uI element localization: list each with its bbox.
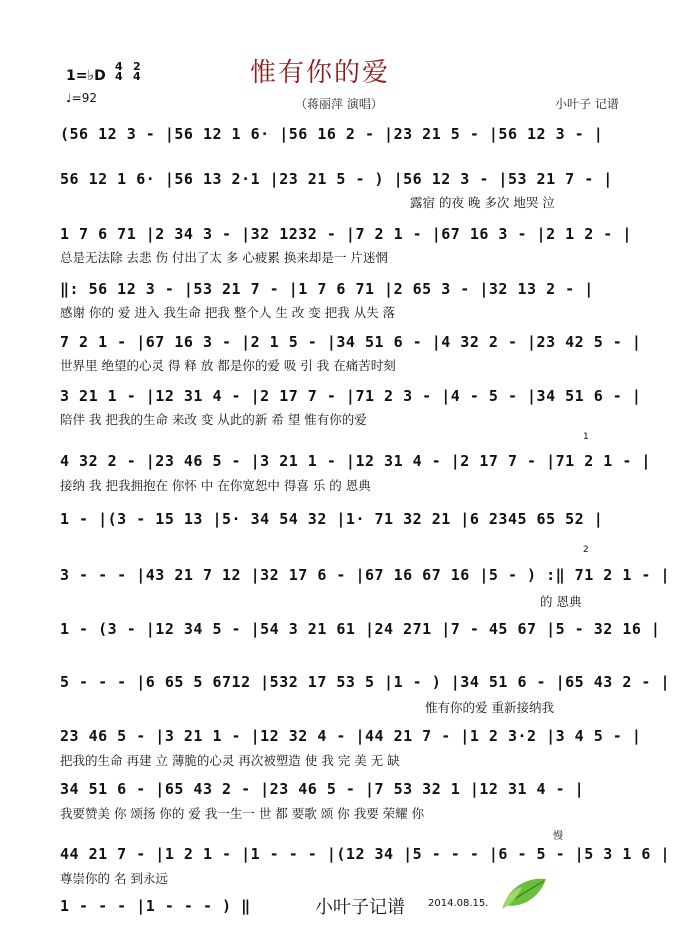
footer-signature: 小叶子记谱 [315, 897, 405, 918]
score-row-8: 1 - |(3 - 15 13 |5· 34 54 32 |1· 71 32 21 |6 2345 65 52 | [60, 510, 604, 528]
song-title: 惟有你的爱 [250, 58, 391, 88]
footer-date: 2014.08.15. [428, 898, 489, 909]
score-row-15: 1 - - - |1 - - - ) ‖ [60, 897, 251, 915]
lyric-row-5: 世界里 绝望的心灵 得 释 放 都是你的爱 吸 引 我 在痛苦时刻 [60, 358, 396, 373]
score-row-2: 56 12 1 6· |56 13 2·1 |23 21 5 - ) |56 12 3 - |53 21 7 - | [60, 170, 613, 188]
transcriber-credit: 小叶子 记谱 [555, 97, 619, 111]
score-row-12: 23 46 5 - |3 21 1 - |12 32 4 - |44 21 7 - |1 2 3·2 |3 4 5 - | [60, 727, 642, 745]
lyric-row-11: 惟有你的爱 重新接纳我 [425, 700, 554, 715]
score-row-6: 3 21 1 - |12 31 4 - |2 17 7 - |71 2 3 - |4 - 5 - |34 51 6 - | [60, 387, 642, 405]
lyric-row-2: 露宿 的夜 晚 多次 地哭 泣 [410, 195, 555, 210]
volta-second-ending: 2 [583, 545, 589, 555]
meter-a-den: 4 [115, 70, 123, 83]
time-signature-b [133, 62, 141, 82]
lyric-row-6: 陪伴 我 把我的生命 来改 变 从此的新 希 望 惟有你的爱 [60, 412, 367, 427]
lyric-row-14: 尊崇你的 名 到永远 [60, 871, 168, 886]
time-signature-a [115, 62, 123, 82]
lyric-row-4: 感谢 你的 爱 进入 我生命 把我 整个人 生 改 变 把我 从失 落 [60, 305, 396, 320]
score-row-5: 7 2 1 - |67 16 3 - |2 1 5 - |34 51 6 - |4 32 2 - |23 42 5 - | [60, 333, 642, 351]
leaf-icon [500, 875, 548, 911]
score-row-14: 44 21 7 - |1 2 1 - |1 - - - |(12 34 |5 - - - |6 - 5 - |5 3 1 6 | [60, 845, 670, 863]
score-row-3: 1 7 6 71 |2 34 3 - |32 1232 - |7 2 1 - |67 16 3 - |2 1 2 - | [60, 225, 632, 243]
score-row-10: 1 - (3 - |12 34 5 - |54 3 21 61 |24 271 |7 - 45 67 |5 - 32 16 | [60, 620, 661, 638]
tempo-marking: ♩=92 [66, 91, 97, 105]
tempo-slow-marking: 慢 [553, 831, 563, 842]
lyric-row-3: 总是无法除 去悲 伤 付出了太 多 心疲累 换来却是一 片迷惘 [60, 250, 388, 265]
key-signature: 1=♭D [66, 68, 106, 84]
score-row-4: ‖: 56 12 3 - |53 21 7 - |1 7 6 71 |2 65 3 - |32 13 2 - | [60, 280, 594, 298]
score-row-1: (56 12 3 - |56 12 1 6· |56 16 2 - |23 21 5 - |56 12 3 - | [60, 125, 604, 143]
score-row-13: 34 51 6 - |65 43 2 - |23 46 5 - |7 53 32 1 |12 31 4 - | [60, 780, 585, 798]
meter-a-num: 4 [115, 60, 123, 73]
singer-credit: （蒋丽萍 演唱） [295, 97, 383, 111]
lyric-row-9: 的 恩典 [540, 594, 582, 609]
score-row-7: 4 32 2 - |23 46 5 - |3 21 1 - |12 31 4 - |2 17 7 - |71 2 1 - | [60, 452, 651, 470]
lyric-row-7: 接纳 我 把我拥抱在 你怀 中 在你宽恕中 得喜 乐 的 恩典 [60, 478, 371, 493]
meter-b-num: 2 [133, 60, 141, 73]
lyric-row-13: 我要赞美 你 颂扬 你的 爱 我一生一 世 都 要歌 颂 你 我要 荣耀 你 [60, 806, 425, 821]
meter-b-den: 4 [133, 70, 141, 83]
score-row-9: 3 - - - |43 21 7 12 |32 17 6 - |67 16 67 16 |5 - ) :‖ 71 2 1 - | [60, 566, 670, 584]
volta-first-ending: 1 [583, 432, 589, 442]
score-row-11: 5 - - - |6 65 5 6712 |532 17 53 5 |1 - ) |34 51 6 - |65 43 2 - | [60, 673, 670, 691]
lyric-row-12: 把我的生命 再建 立 薄脆的心灵 再次被塑造 使 我 完 美 无 缺 [60, 753, 400, 768]
